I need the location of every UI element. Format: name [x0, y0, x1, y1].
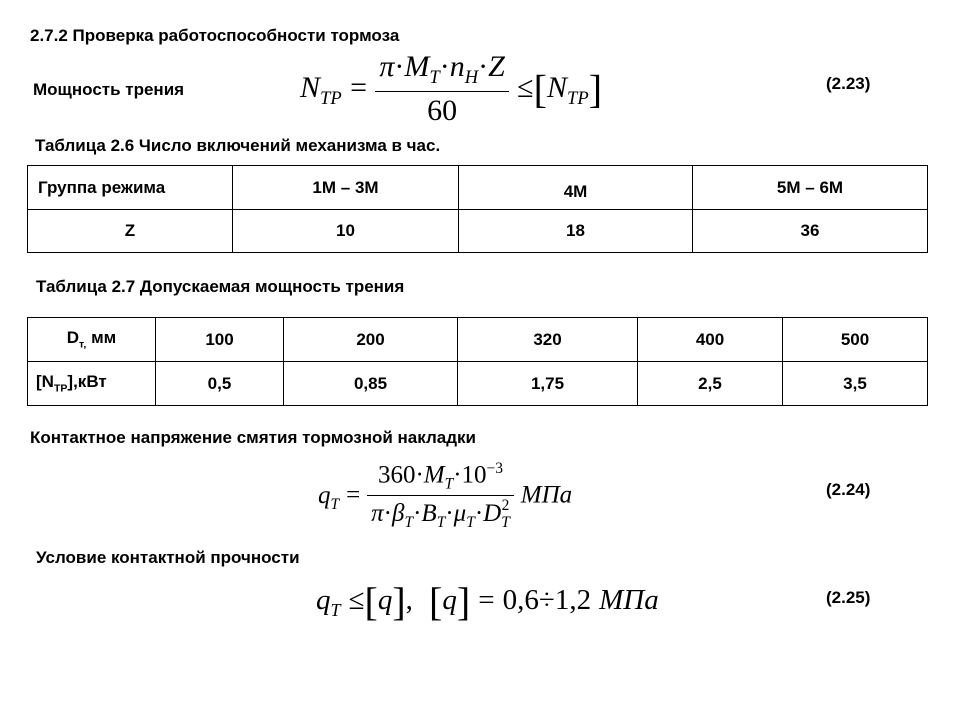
table-cell: 18 — [459, 210, 693, 253]
table27-caption: Таблица 2.7 Допускаемая мощность трения — [36, 277, 405, 296]
equation-number-225: (2.25) — [826, 588, 871, 607]
table27 — [27, 317, 928, 406]
table-cell: 400 — [638, 318, 783, 362]
numerator: $360\cdot M_T\cdot 10^{-3}$ — [367, 460, 514, 496]
friction-power-formula: $N_{ТР}$ = $\frac{\pi\cdot M_T\cdot n_H\cdot Z}{60}$ $\le[N_{ТР}]$ — [300, 50, 603, 127]
q-symbol: $q_T$ — [316, 584, 341, 620]
section-heading: 2.7.2 Проверка работоспособности тормоза — [30, 26, 400, 45]
denominator: $\pi\cdot\beta_T\cdot B_T\cdot\mu_T\cdot D$ 2 T — [371, 497, 510, 532]
numerator: $\pi\cdot M_T\cdot n_H\cdot Z$ — [375, 50, 509, 92]
contact-stress-formula — [318, 460, 572, 532]
table-row — [28, 166, 928, 210]
equation-number-223: (2.23) — [826, 74, 871, 93]
equals-sign: = — [350, 70, 367, 104]
table-cell: 200 — [284, 318, 458, 362]
table-cell: 500 — [783, 318, 928, 362]
table-cell: 4М — [459, 166, 693, 210]
strength-condition-label: Условие контактной прочности — [36, 548, 300, 567]
table-cell: 5М – 6М — [693, 166, 928, 210]
table-cell: Группа режима — [28, 166, 233, 210]
table-cell: $[N_{ТР}],кВт$ — [28, 362, 156, 406]
table-cell: 0,85 — [284, 362, 458, 406]
table-cell: Z — [28, 210, 233, 253]
table-cell: 36 — [693, 210, 928, 253]
table-cell: $D_{т,}$ мм — [28, 318, 156, 362]
friction-power-label: Мощность трения — [33, 80, 185, 99]
table-cell: 100 — [156, 318, 284, 362]
table-cell: 0,5 — [156, 362, 284, 406]
table-row — [28, 362, 928, 406]
lhs-symbol: $N_{ТР}$ — [300, 70, 342, 109]
unit-mpa: МПа — [599, 584, 659, 617]
table-cell: 1М – 3М — [233, 166, 459, 210]
table-row — [28, 210, 928, 253]
unit-mpa: МПа — [520, 481, 573, 509]
equals-sign: = — [346, 481, 361, 509]
table26 — [27, 165, 928, 253]
contact-stress-fraction — [367, 460, 514, 532]
table26-caption: Таблица 2.6 Число включений механизма в час. — [35, 136, 441, 155]
table-cell: 2,5 — [638, 362, 783, 406]
table-cell: 3,5 — [783, 362, 928, 406]
contact-stress-label: Контактное напряжение смятия тормозной накладки — [30, 428, 476, 447]
table-cell: 1,75 — [458, 362, 638, 406]
friction-power-fraction — [375, 50, 509, 128]
rhs-symbol: $N_{ТР}$ — [546, 70, 589, 109]
lhs-symbol: $q_T$ — [318, 481, 340, 513]
equation-number-224: (2.24) — [826, 480, 871, 499]
table-cell: 320 — [458, 318, 638, 362]
table-row — [28, 318, 928, 362]
denominator: 60 — [427, 94, 458, 127]
strength-condition-formula: $q_T \le[q]$, [q] = 0,6÷1,2 МПа — [316, 579, 659, 624]
table-cell: 10 — [233, 210, 459, 253]
less-equal-sign: ≤ — [517, 70, 534, 104]
